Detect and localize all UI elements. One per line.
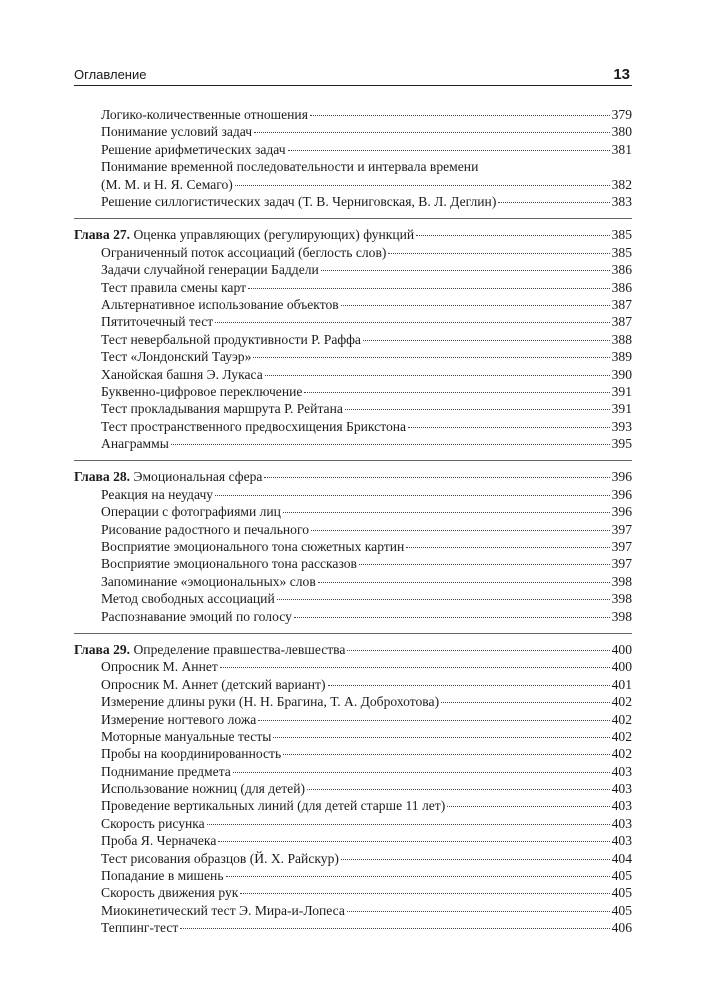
- dot-leader: [341, 859, 610, 860]
- dot-leader: [180, 928, 609, 929]
- toc-entry-page: 406: [611, 920, 632, 936]
- dot-leader: [318, 582, 610, 583]
- dot-leader: [277, 599, 610, 600]
- toc-entry-page: 380: [611, 124, 632, 140]
- dot-leader: [235, 185, 610, 186]
- toc-entry-title: Распознавание эмоций по голосу: [101, 608, 292, 624]
- toc-entry-page: 403: [611, 815, 632, 831]
- toc-entry-title: Проведение вертикальных линий (для детей старше 11 лет): [101, 798, 446, 814]
- toc-entry-title: Восприятие эмоционального тона сюжетных картин: [101, 539, 405, 555]
- toc-entry[interactable]: [74, 279, 632, 296]
- toc-entry[interactable]: [74, 797, 632, 814]
- toc-entry-page: 383: [611, 193, 632, 209]
- dot-leader: [265, 375, 610, 376]
- dot-leader: [416, 235, 609, 236]
- dot-leader: [311, 530, 610, 531]
- toc-entry-title: Измерение длины руки (Н. Н. Брагина, Т. А. Доброхотова): [101, 694, 440, 710]
- toc-entry-page: 403: [611, 798, 632, 814]
- toc-entry-title: Тест рисования образцов (Й. Х. Райскур): [101, 850, 339, 866]
- toc-entry[interactable]: [74, 884, 632, 901]
- toc-entry-title: Запоминание «эмоциональных» слов: [101, 573, 316, 589]
- toc-entry[interactable]: [74, 780, 632, 797]
- toc-entry-page: 405: [611, 902, 632, 918]
- toc-entry-page: 381: [611, 141, 632, 157]
- toc-entry[interactable]: [74, 435, 632, 452]
- dot-leader: [359, 564, 610, 565]
- dot-leader: [248, 288, 610, 289]
- dot-leader: [218, 841, 609, 842]
- toc-entry[interactable]: [74, 590, 632, 607]
- dot-leader: [233, 772, 610, 773]
- chapter-page: 396: [611, 469, 632, 485]
- toc-entry-page: 397: [611, 556, 632, 572]
- toc-entry-page: 395: [611, 436, 632, 452]
- toc-entry-page: 404: [611, 850, 632, 866]
- toc-entry-title: Скорость движения рук: [101, 885, 239, 901]
- toc-entry[interactable]: [74, 313, 632, 330]
- toc-entry-page: 387: [611, 314, 632, 330]
- toc-entry[interactable]: [74, 573, 632, 590]
- toc-entry-page: 379: [611, 107, 632, 122]
- dot-leader: [288, 150, 610, 151]
- chapter-page: 400: [611, 641, 632, 657]
- toc-entry-title: Опросник М. Аннет (детский вариант): [101, 676, 326, 692]
- toc-entry[interactable]: [74, 418, 632, 435]
- toc-entry-title: Тест «Лондонский Тауэр»: [101, 349, 252, 365]
- toc-entry-page: 405: [611, 868, 632, 884]
- toc-entry-page: 402: [611, 746, 632, 762]
- chapter-title: Оценка управляющих (регулирующих) функций: [133, 227, 415, 243]
- toc-entry-title: Метод свободных ассоциаций: [101, 591, 275, 607]
- toc-entry[interactable]: [74, 158, 632, 193]
- toc-entry[interactable]: [74, 555, 632, 572]
- dot-leader: [240, 893, 609, 894]
- dot-leader: [253, 357, 609, 358]
- dot-leader: [388, 253, 609, 254]
- toc-entry[interactable]: [74, 676, 632, 693]
- toc-entry-title: Теппинг-тест: [101, 920, 179, 936]
- toc-entry-page: 386: [611, 279, 632, 295]
- toc-entry-page: 389: [611, 349, 632, 365]
- toc-entry-title: Тест правила смены карт: [101, 279, 247, 295]
- toc-entry-title: Тест пространственного предвосхищения Брикстона: [101, 418, 407, 434]
- toc-entry-page: 398: [611, 573, 632, 589]
- toc-entry-page: 390: [611, 366, 632, 382]
- toc-entry[interactable]: [74, 261, 632, 278]
- toc-entry[interactable]: [74, 745, 632, 762]
- dot-leader: [447, 806, 609, 807]
- toc-entry-title: Понимание условий задач: [101, 124, 253, 140]
- chapter-title: Эмоциональная сфера: [133, 469, 263, 485]
- toc-entry-page: 397: [611, 521, 632, 537]
- toc-entry-page: 396: [611, 486, 632, 502]
- toc-entry[interactable]: [74, 486, 632, 503]
- chapter-heading[interactable]: [74, 226, 632, 243]
- chapter-29: [74, 641, 632, 937]
- toc-entry-title: Задачи случайной генерации Баддели: [101, 262, 319, 278]
- dot-leader: [321, 270, 610, 271]
- dot-leader: [406, 547, 609, 548]
- toc-entry[interactable]: [74, 141, 632, 158]
- toc-entry-page: 387: [611, 296, 632, 312]
- toc-entry[interactable]: [74, 850, 632, 867]
- toc-entry-page: 398: [611, 608, 632, 624]
- page-number: 13: [613, 66, 630, 83]
- chapter-28: [74, 468, 632, 625]
- toc-entry-title: Опросник М. Аннет: [101, 659, 218, 675]
- toc-entry[interactable]: [74, 763, 632, 780]
- toc-entry[interactable]: [74, 331, 632, 348]
- toc-entry-title: Пробы на координированность: [101, 746, 282, 762]
- toc-entry-title: Проба Я. Черначека: [101, 833, 217, 849]
- toc-entry-title: Ханойская башня Э. Лукаса: [101, 366, 263, 382]
- dot-leader: [441, 702, 609, 703]
- toc-entry[interactable]: [74, 693, 632, 710]
- dot-leader: [207, 824, 610, 825]
- toc-entry-title: Рисование радостного и печального: [101, 521, 310, 537]
- toc-entry[interactable]: [74, 123, 632, 140]
- toc-entry[interactable]: [74, 244, 632, 261]
- toc-entry[interactable]: [74, 296, 632, 313]
- toc-entry-page: 403: [611, 781, 632, 797]
- toc-entry[interactable]: [74, 919, 632, 936]
- toc-entry-title: Операции с фотографиями лиц: [101, 504, 281, 520]
- dot-leader: [283, 512, 610, 513]
- dot-leader: [226, 876, 610, 877]
- toc-entry-page: 393: [611, 418, 632, 434]
- toc-entry[interactable]: [74, 608, 632, 625]
- toc-entry-page: 402: [611, 728, 632, 744]
- chapter-27: [74, 226, 632, 452]
- toc-entry-title: Попадание в мишень: [101, 868, 224, 884]
- chapter-label: Глава 27.: [74, 227, 131, 243]
- toc-entry[interactable]: [74, 106, 632, 123]
- toc-entry-page: 397: [611, 539, 632, 555]
- toc-entry-page: 402: [611, 711, 632, 727]
- toc-entry-page: 403: [611, 763, 632, 779]
- dot-leader: [283, 754, 609, 755]
- toc-entry-title: Альтернативное использование объектов: [101, 296, 339, 312]
- dot-leader: [264, 477, 609, 478]
- toc-entry[interactable]: [74, 815, 632, 832]
- toc-entry[interactable]: [74, 193, 632, 210]
- toc-entry-page: 391: [611, 383, 632, 399]
- toc-entry-title: Тест невербальной продуктивности Р. Раффа: [101, 331, 361, 347]
- toc-entry-page: 398: [611, 591, 632, 607]
- toc-entry-title: Использование ножниц (для детей): [101, 781, 306, 797]
- dot-leader: [347, 650, 609, 651]
- toc-entry[interactable]: [74, 503, 632, 520]
- toc-entry-page: 405: [611, 885, 632, 901]
- dot-leader: [220, 667, 610, 668]
- toc-entry-title: Решение арифметических задач: [101, 141, 286, 157]
- toc-entry-page: 385: [611, 244, 632, 260]
- toc-entry-title: Реакция на неудачу: [101, 486, 214, 502]
- dot-leader: [258, 720, 609, 721]
- toc-entry-page: 400: [611, 659, 632, 675]
- toc-entry-title: Пятиточечный тест: [101, 314, 214, 330]
- dot-leader: [304, 392, 609, 393]
- dot-leader: [254, 132, 609, 133]
- chapter-label: Глава 28.: [74, 469, 131, 485]
- running-title: Оглавление: [74, 67, 147, 82]
- toc-entry-title-line1: Понимание временной последовательности и интервала времени: [101, 159, 479, 175]
- toc-entry[interactable]: [74, 867, 632, 884]
- toc-entry-page: 386: [611, 262, 632, 278]
- toc-entry-title: Логико-количественные отношения: [101, 107, 308, 122]
- toc-entry[interactable]: [74, 538, 632, 555]
- toc-entry-title: Буквенно-цифровое переключение: [101, 383, 303, 399]
- chapter-heading[interactable]: [74, 468, 632, 485]
- toc-entry-page: 388: [611, 331, 632, 347]
- page-header: [74, 62, 632, 86]
- toc-entry-page: 402: [611, 694, 632, 710]
- toc-entry-page: 391: [611, 401, 632, 417]
- toc-entry-title: Моторные мануальные тесты: [101, 728, 272, 744]
- dot-leader: [215, 322, 609, 323]
- toc-entry-title: Восприятие эмоционального тона рассказов: [101, 556, 357, 572]
- dot-leader: [294, 617, 610, 618]
- dot-leader: [347, 911, 610, 912]
- toc-entry-title: Анаграммы: [101, 436, 169, 452]
- toc-continuation: [74, 106, 632, 210]
- toc-entry-title: Скорость рисунка: [101, 815, 205, 831]
- toc-entry-title: Ограниченный поток ассоциаций (беглость слов): [101, 244, 387, 260]
- dot-leader: [171, 444, 610, 445]
- toc-entry[interactable]: [74, 383, 632, 400]
- section-divider: [74, 218, 632, 219]
- chapter-page: 385: [611, 227, 632, 243]
- toc-entry[interactable]: [74, 728, 632, 745]
- toc-entry-page: 382: [611, 176, 632, 192]
- header-rule: [74, 85, 632, 86]
- toc-entry-title: Поднимание предмета: [101, 763, 231, 779]
- chapter-heading[interactable]: [74, 641, 632, 658]
- toc-entry-title: Решение силлогистических задач (Т. В. Черниговская, В. Л. Деглин): [101, 193, 497, 209]
- toc-entry-page: 401: [611, 676, 632, 692]
- toc-entry[interactable]: [74, 711, 632, 728]
- toc-entry[interactable]: [74, 400, 632, 417]
- toc-entry-title: Миокинетический тест Э. Мира-и-Лопеса: [101, 902, 345, 918]
- dot-leader: [345, 409, 610, 410]
- section-divider: [74, 633, 632, 634]
- toc-entry[interactable]: [74, 658, 632, 675]
- dot-leader: [215, 495, 610, 496]
- toc-entry[interactable]: [74, 348, 632, 365]
- toc-entry[interactable]: [74, 832, 632, 849]
- toc-entry[interactable]: [74, 521, 632, 538]
- toc-entry[interactable]: [74, 366, 632, 383]
- toc-entry-title: Измерение ногтевого ложа: [101, 711, 257, 727]
- dot-leader: [408, 427, 610, 428]
- dot-leader: [307, 789, 610, 790]
- dot-leader: [341, 305, 610, 306]
- dot-leader: [273, 737, 609, 738]
- toc-entry-title-line2: (М. М. и Н. Я. Семаго): [101, 176, 233, 192]
- table-of-contents: [74, 106, 632, 945]
- section-divider: [74, 460, 632, 461]
- toc-entry-page: 396: [611, 504, 632, 520]
- chapter-title: Определение правшества-левшества: [133, 641, 346, 657]
- dot-leader: [363, 340, 610, 341]
- toc-entry-page: 403: [611, 833, 632, 849]
- dot-leader: [498, 202, 609, 203]
- dot-leader: [310, 115, 610, 116]
- chapter-label: Глава 29.: [74, 641, 131, 657]
- dot-leader: [328, 685, 610, 686]
- toc-entry-title: Тест прокладывания маршрута Р. Рейтана: [101, 401, 343, 417]
- toc-entry[interactable]: [74, 902, 632, 919]
